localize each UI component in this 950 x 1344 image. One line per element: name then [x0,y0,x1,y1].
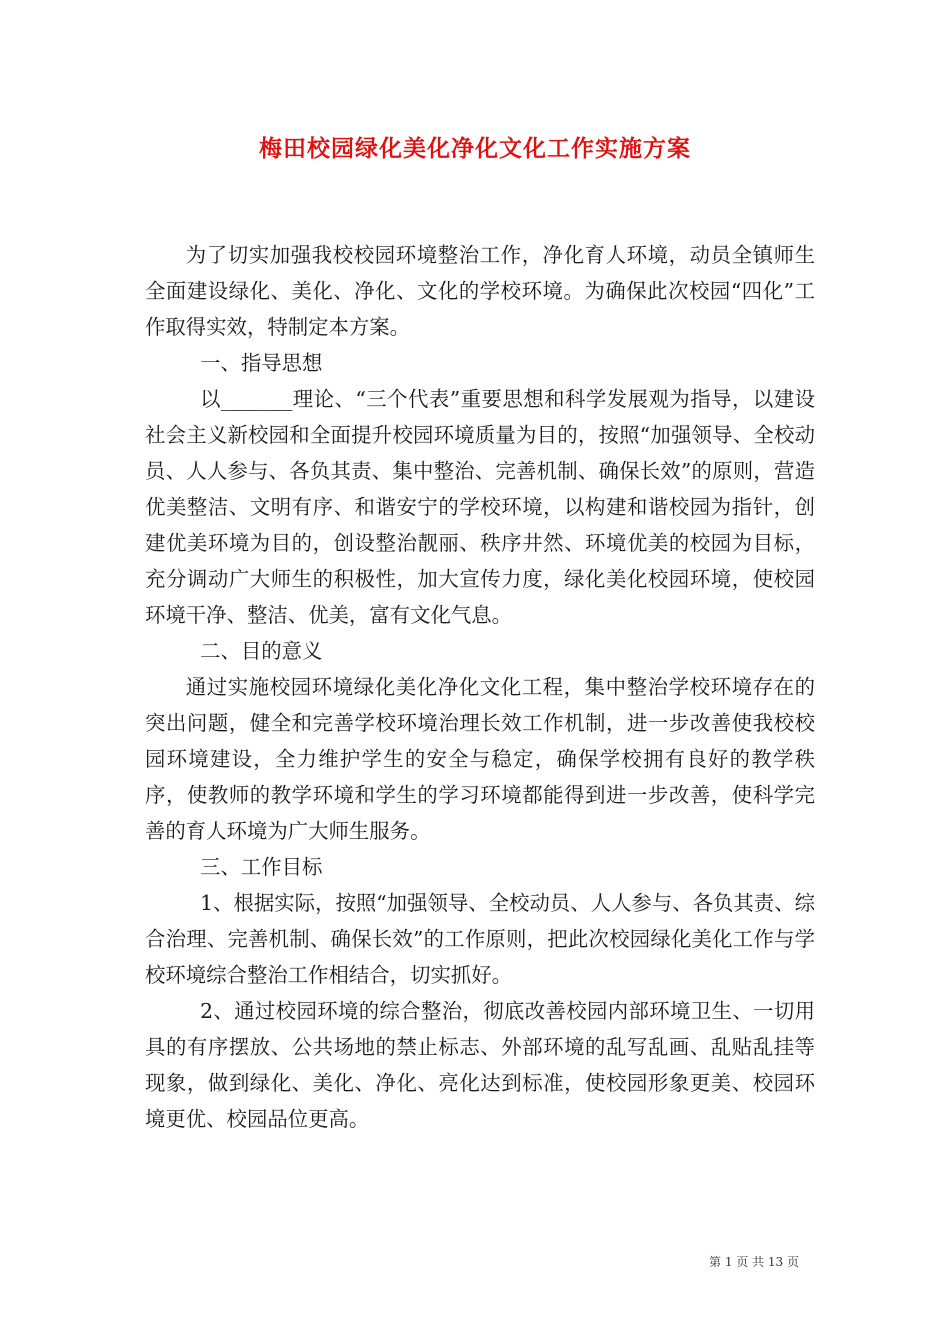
goal-item-1: 1、根据实际，按照“加强领导、全校动员、人人参与、各负其责、综合治理、完善机制、确保长效”的工作原则，把此次校园绿化美化工作与学校环境综合整治工作相结合，切实抓好。 [145,891,815,987]
purpose-paragraph: 通过实施校园环境绿化美化净化文化工程，集中整治学校环境存在的突出问题，健全和完善学校环境治理长效工作机制，进一步改善使我校校园环境建设，全力维护学生的安全与稳定，确保学校拥有良好的教学秩序，使教师的教学环境和学生的学习环境都能得到进一步改善，使科学完善的育人环境为广大师生服务。 [145,675,815,843]
section-heading-goals: 三、工作目标 [200,855,323,879]
document-title: 梅田校园绿化美化净化文化工作实施方案 [259,135,691,162]
goal-item-2: 2、通过校园环境的综合整治，彻底改善校园内部环境卫生、一切用具的有序摆放、公共场地的禁止标志、外部环境的乱写乱画、乱贴乱挂等现象，做到绿化、美化、净化、亮化达到标准，使校园形象更美、校园环境更优、校园品位更高。 [145,999,815,1131]
section-heading-guiding-ideology: 一、指导思想 [200,351,323,375]
intro-paragraph: 为了切实加强我校校园环境整治工作，净化育人环境，动员全镇师生全面建设绿化、美化、净化、文化的学校环境。为确保此次校园“四化”工作取得实效，特制定本方案。 [145,243,815,339]
section-heading-purpose: 二、目的意义 [200,639,323,663]
page-number: 第 1 页 共 13 页 [709,1255,799,1269]
document-body [145,237,815,1137]
guiding-ideology-paragraph: 以_______理论、“三个代表”重要思想和科学发展观为指导，以建设社会主义新校园和全面提升校园环境质量为目的，按照“加强领导、全校动员、人人参与、各负其责、集中整治、完善机制、确保长效”的原则，营造优美整洁、文明有序、和谐安宁的学校环境，以构建和谐校园为指针，创建优美环境为目的，创设整治靓丽、秩序井然、环境优美的校园为目标，充分调动广大师生的积极性，加大宣传力度，绿化美化校园环境，使校园环境干净、整洁、优美，富有文化气息。 [145,387,815,627]
